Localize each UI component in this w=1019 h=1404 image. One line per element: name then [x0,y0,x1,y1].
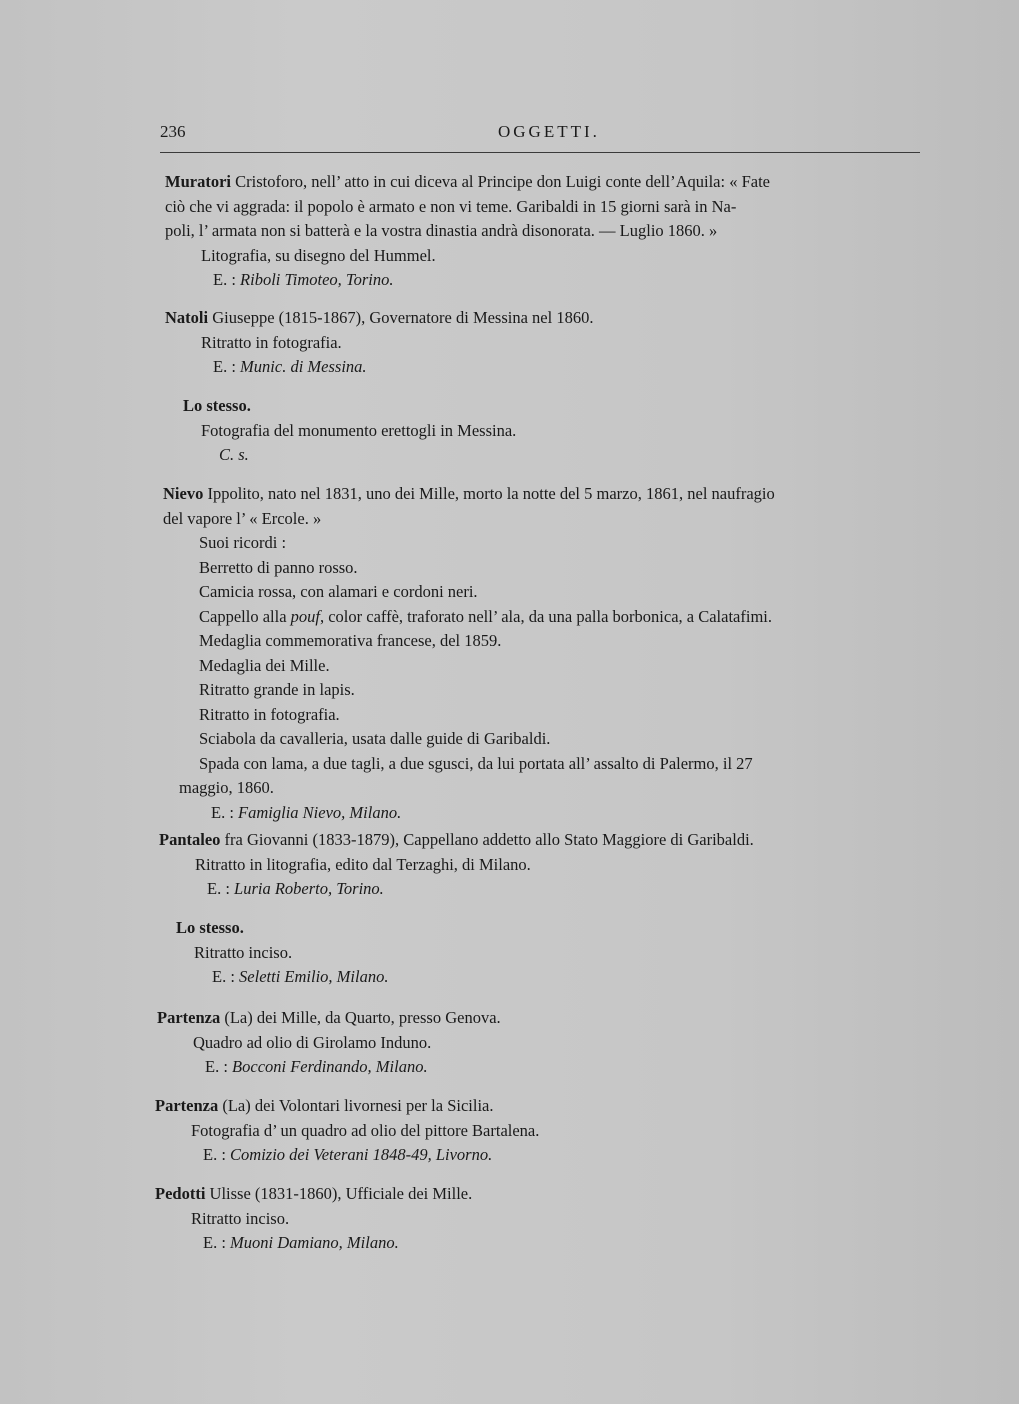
entry-name: Pantaleo [159,830,221,849]
entry-description: Medaglia commemorativa francese, del 1859. [199,631,502,650]
entry-first-line [176,916,916,941]
entry-owner: E. : Muoni Damiano, Milano. [203,1233,399,1252]
catalog-entry [176,916,916,990]
entry-description: Berretto di panno rosso. [199,557,358,577]
entry-description: Ritratto in fotografia. [199,704,340,724]
entry-name: Nievo [163,484,204,503]
entry-owner: C. s. [219,445,249,464]
entry-description: Quadro ad olio di Girolamo Induno. [193,1032,432,1052]
entry-name: Natoli [165,308,209,327]
running-title: OGGETTI. [498,122,600,141]
entry-name: Partenza [157,1008,221,1027]
entry-line: poli, l’ armata non si batterà e la vostra dinastia andrà disonorata. — Luglio 1860. » [165,221,718,240]
entry-owner: E. : Luria Roberto, Torino. [207,879,384,898]
entry-owner: E. : Bocconi Ferdinando, Milano. [205,1057,428,1076]
entry-first-line: Muratori Cristoforo, nell’ atto in cui diceva al Principe don Luigi conte dell’Aquila: « Fate [165,172,770,191]
entry-description: Medaglia dei Mille. [199,655,330,675]
entry-description: Ritratto in fotografia. [201,332,342,352]
entry-first-line: Partenza (La) dei Volontari livornesi per la Sicilia. [155,1096,494,1115]
catalog-entry [155,1094,923,1168]
entry-description: Ritratto grande in lapis. [199,680,355,699]
entry-description: Cappello alla pouf, color caffè, traforato nell’ ala, da una palla borbonica, a Calatafimi. [199,606,772,626]
entry-description: Fotografia d’ un quadro ad olio del pittore Bartalena. [191,1120,540,1140]
entry-first-line [183,394,923,419]
entry-description: Camicia rossa, con alamari e cordoni neri. [199,582,478,601]
entry-first-line: Pantaleo fra Giovanni (1833-1879), Cappellano addetto allo Stato Maggiore di Garibaldi. [159,830,754,849]
entry-name: Lo stesso. [183,396,251,415]
page-header [160,118,920,146]
entry-description: Sciabola da cavalleria, usata dalle guide di Garibaldi. [199,729,551,748]
entry-description: Litografia, su disegno del Hummel. [201,245,436,265]
entry-first-line: Partenza (La) dei Mille, da Quarto, presso Genova. [157,1008,501,1027]
entry-name: Lo stesso. [176,918,244,937]
catalog-entry [163,482,925,825]
entry-name: Pedotti [155,1184,206,1203]
entry-line: ciò che vi aggrada: il popolo è armato e non vi teme. Garibaldi in 15 giorni sarà in Na- [165,196,737,216]
entry-description: Suoi ricordi : [199,533,287,552]
entry-name: Muratori [165,172,231,191]
entry-description: Fotografia del monumento erettogli in Messina. [201,420,517,440]
entry-owner: E. : Famiglia Nievo, Milano. [211,802,402,822]
entry-owner: E. : Riboli Timoteo, Torino. [213,270,394,289]
entry-description: Ritratto inciso. [191,1208,290,1228]
entry-first-line: Nievo Ippolito, nato nel 1831, uno dei Mille, morto la notte del 5 marzo, 1861, nel naufragio [163,484,775,503]
entry-first-line: Natoli Giuseppe (1815-1867), Governatore di Messina nel 1860. [165,308,594,327]
catalog-entry [165,170,925,293]
entry-owner: E. : Seletti Emilio, Milano. [212,967,389,986]
entry-owner: E. : Munic. di Messina. [213,357,367,376]
catalog-entry [183,394,923,468]
catalog-entry [157,1006,923,1080]
catalog-entry [165,306,925,380]
catalog-entry [159,828,925,902]
entry-line: del vapore l’ « Ercole. » [163,508,322,528]
header-rule [160,152,920,153]
entry-description: Spada con lama, a due tagli, a due sgusci, da lui portata all’ assalto di Palermo, il 27 [199,753,753,773]
catalog-entry [155,1182,923,1256]
entry-description: maggio, 1860. [179,778,274,797]
entry-owner: E. : Comizio dei Veterani 1848-49, Livorno. [203,1145,493,1164]
entry-description: Ritratto inciso. [194,942,293,962]
entry-description: Ritratto in litografia, edito dal Terzaghi, di Milano. [195,854,531,874]
entry-first-line: Pedotti Ulisse (1831-1860), Ufficiale dei Mille. [155,1184,473,1203]
entry-name: Partenza [155,1096,219,1115]
page-number: 236 [160,122,186,141]
